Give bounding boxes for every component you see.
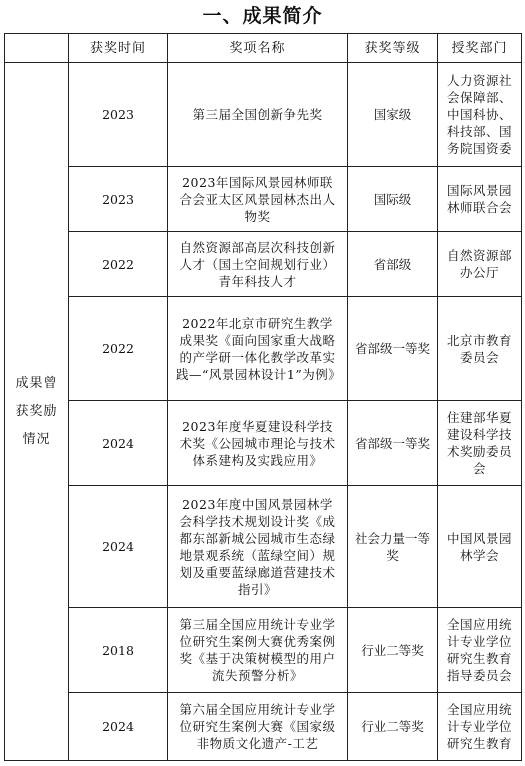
header-empty-cell	[5, 34, 69, 63]
award-level: 行业二等奖	[348, 693, 438, 761]
awards-table	[4, 33, 522, 761]
award-dept: 全国应用统计专业学位研究生教育	[438, 693, 522, 761]
award-level: 社会力量一等奖	[348, 486, 438, 608]
award-year: 2018	[69, 608, 168, 693]
table-header-row	[5, 34, 522, 63]
award-level: 行业二等奖	[348, 608, 438, 693]
award-year: 2023	[69, 167, 168, 232]
section-title: 一、成果简介	[202, 5, 323, 27]
award-year: 2022	[69, 297, 168, 401]
award-level: 省部级	[348, 232, 438, 297]
header-award-dept: 授奖部门	[438, 34, 522, 63]
category-cell: 成果曾 获奖励 情况	[5, 63, 69, 761]
award-name: 2022年北京市研究生教学成果奖《面向国家重大战略的产学研一体化教学改革实践—“风景园林设计1”为例》	[168, 297, 348, 401]
award-year: 2024	[69, 486, 168, 608]
award-dept: 自然资源部办公厅	[438, 232, 522, 297]
table-row	[5, 167, 522, 232]
header-award-time: 获奖时间	[69, 34, 168, 63]
award-year: 2022	[69, 232, 168, 297]
award-dept: 住建部华夏建设科学技术奖励委员会	[438, 401, 522, 486]
award-dept: 人力资源社会保障部、中国科协、科技部、国务院国资委	[438, 63, 522, 167]
award-name: 第三届全国创新争先奖	[168, 63, 348, 167]
table-row	[5, 63, 522, 167]
award-year: 2023	[69, 63, 168, 167]
award-name: 第六届全国应用统计专业学位研究生案例大赛《国家级非物质文化遗产-工艺	[168, 693, 348, 761]
award-level: 省部级一等奖	[348, 297, 438, 401]
award-level: 国际级	[348, 167, 438, 232]
award-dept: 国际风景园林师联合会	[438, 167, 522, 232]
table-row	[5, 297, 522, 401]
award-name: 自然资源部高层次科技创新人才（国土空间规划行业）青年科技人才	[168, 232, 348, 297]
award-name: 2023年度华夏建设科学技术奖《公园城市理论与技术体系建构及实践应用》	[168, 401, 348, 486]
award-level: 省部级一等奖	[348, 401, 438, 486]
header-award-level: 获奖等级	[348, 34, 438, 63]
award-dept: 中国风景园林学会	[438, 486, 522, 608]
table-row	[5, 486, 522, 608]
header-award-name: 奖项名称	[168, 34, 348, 63]
award-name: 2023年度中国风景园林学会科学技术规划设计奖《成都东部新城公园城市生态绿地景观系统（蓝绿空间）规划及重要蓝绿廊道营建技术指引》	[168, 486, 348, 608]
table-row	[5, 608, 522, 693]
table-row	[5, 232, 522, 297]
award-name: 2023年国际风景园林师联合会亚太区风景园林杰出人物奖	[168, 167, 348, 232]
award-level: 国家级	[348, 63, 438, 167]
award-dept: 全国应用统计专业学位研究生教育指导委员会	[438, 608, 522, 693]
award-year: 2024	[69, 401, 168, 486]
table-row	[5, 401, 522, 486]
table-row	[5, 693, 522, 761]
award-dept: 北京市教育委员会	[438, 297, 522, 401]
award-year: 2024	[69, 693, 168, 761]
award-name: 第三届全国应用统计专业学位研究生案例大赛优秀案例奖《基于决策树模型的用户流失预警分析》	[168, 608, 348, 693]
